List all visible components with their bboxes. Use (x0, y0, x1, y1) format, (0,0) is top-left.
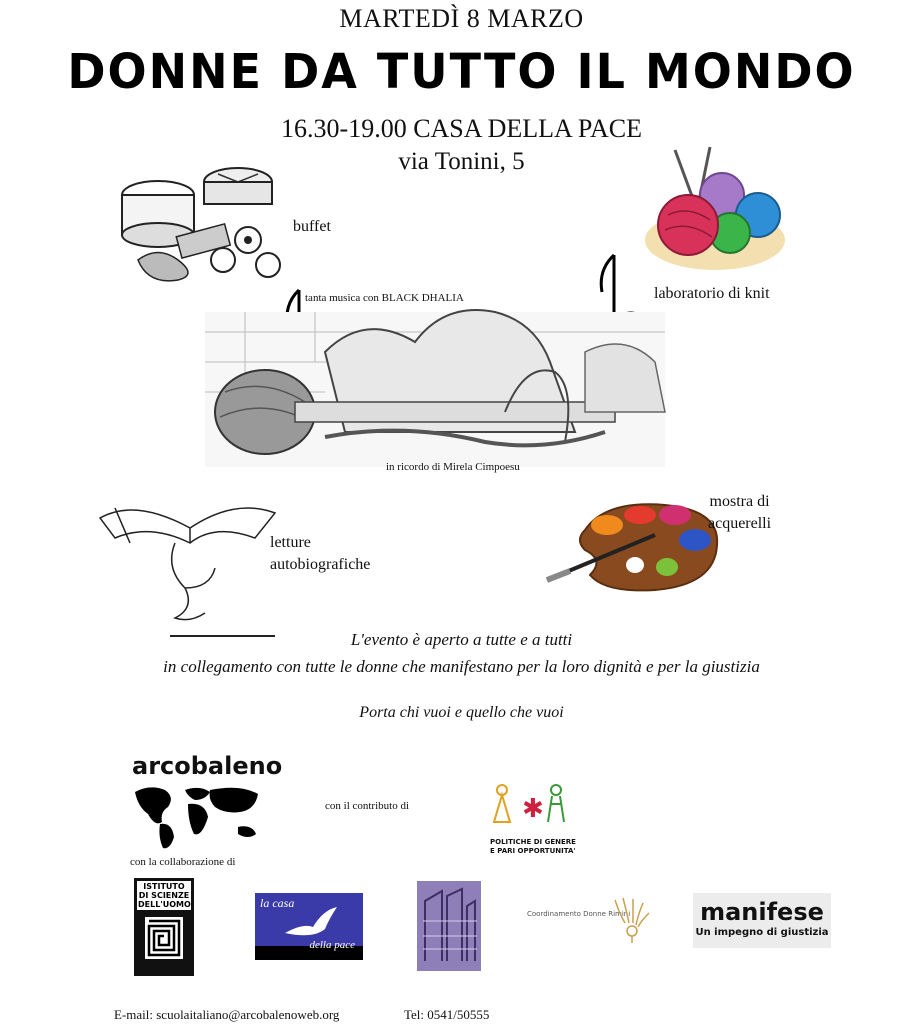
readings-label (270, 532, 370, 576)
cake-icon (118, 160, 288, 290)
paint-palette-icon (545, 495, 725, 595)
manifese-text: manifese (700, 898, 824, 926)
arcobaleno-logo-text: arcobaleno (132, 752, 283, 780)
world-map-icon (130, 782, 265, 852)
istituto-logo (134, 878, 194, 976)
politiche-line2: E PARI OPPORTUNITA' (490, 847, 576, 855)
event-title: DONNE DA TUTTO IL MONDO (67, 42, 856, 100)
footer-tel: Tel: 0541/50555 (404, 1007, 490, 1022)
watercolors-label-line2: acquerelli (708, 515, 772, 532)
svg-text:✱: ✱ (522, 794, 544, 824)
purple-association-logo-icon (417, 881, 481, 971)
manifese-logo (693, 893, 831, 948)
politiche-line1: POLITICHE DI GENERE (490, 838, 576, 846)
casa-line2: della pace (309, 939, 355, 951)
knit-label: laboratorio di knit (654, 285, 770, 302)
coordinamento-hand-icon (605, 895, 655, 945)
contributo-label: con il contributo di (325, 800, 410, 812)
book-reading-icon (95, 488, 285, 638)
dove-icon (283, 905, 339, 939)
memorial-label: in ricordo di Mirela Cimpoesu (386, 461, 520, 473)
istituto-text: ISTITUTO DI SCIENZE DELL'UOMO (138, 882, 191, 909)
readings-label-line2: autobiografiche (270, 556, 371, 573)
coordinamento-text: Coordinamento Donne Rimini (527, 910, 631, 918)
casa-line1: la casa (260, 896, 295, 910)
message-line1: L'evento è aperto a tutte e a tutti (350, 630, 573, 649)
message-line3: Porta chi vuoi e quello che vuoi (359, 704, 564, 721)
maze-icon (144, 916, 184, 960)
politiche-genere-text (490, 838, 576, 856)
footer-email: E-mail: scuolaitaliano@arcobalenoweb.org (114, 1007, 340, 1022)
politiche-genere-logo-icon (490, 782, 570, 837)
wool-icon (640, 145, 790, 275)
manifese-subtitle: Un impegno di giustizia (695, 927, 829, 938)
message-line2: in collegamento con tutte le donne che manifestano per la loro dignità e per la giustizia (163, 657, 760, 676)
event-address: via Tonini, 5 (398, 148, 525, 175)
readings-label-line1: letture (270, 534, 311, 551)
casa-della-pace-logo (255, 893, 363, 960)
watercolors-label-line1: mostra di (709, 493, 770, 510)
watercolors-label (708, 491, 771, 535)
buffet-label: buffet (293, 218, 331, 235)
event-date: MARTEDÌ 8 MARZO (339, 4, 584, 33)
music-label: tanta musica con BLACK DHALIA (305, 292, 464, 304)
event-time-place: 16.30-19.00 CASA DELLA PACE (281, 114, 642, 143)
collaborazione-label: con la collaborazione di (130, 856, 236, 868)
guitar-sketch-illustration (205, 292, 665, 467)
